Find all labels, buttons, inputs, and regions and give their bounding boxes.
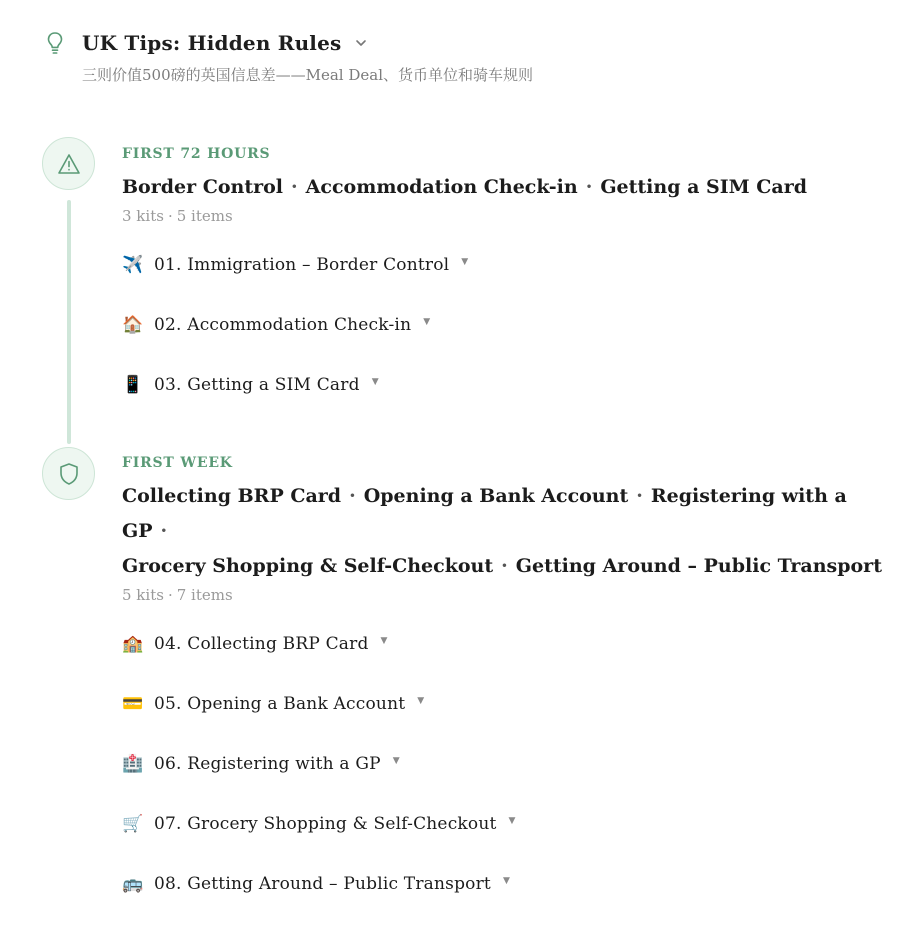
warning-triangle-icon bbox=[42, 137, 95, 190]
kit-list bbox=[122, 235, 882, 415]
topic-separator: · bbox=[291, 176, 298, 198]
stage-kicker: FIRST WEEK bbox=[122, 455, 233, 471]
mobile-phone-icon: 📱 bbox=[122, 375, 144, 395]
topic-separator: · bbox=[636, 485, 643, 507]
kit-count: 3 kits bbox=[122, 207, 164, 225]
caret-down-icon[interactable]: ▼ bbox=[508, 816, 516, 826]
house-icon: 🏠 bbox=[122, 315, 144, 335]
kit-label: 06. Registering with a GP bbox=[154, 754, 381, 774]
item-count: 7 items bbox=[176, 586, 233, 604]
stage-topic: Border Control bbox=[122, 176, 284, 198]
stage-heading bbox=[122, 479, 882, 584]
kit-label: 02. Accommodation Check-in bbox=[154, 315, 412, 335]
stage-topic: Grocery Shopping & Self-Checkout bbox=[122, 555, 494, 577]
chevron-down-icon[interactable] bbox=[354, 35, 370, 51]
page-title: UK Tips: Hidden Rules bbox=[82, 31, 342, 55]
stage-first-72-hours bbox=[122, 144, 882, 415]
meta-dot: · bbox=[167, 586, 173, 604]
stage-topic: Accommodation Check-in bbox=[305, 176, 578, 198]
stage-kicker: FIRST 72 HOURS bbox=[122, 146, 271, 162]
kit-item[interactable] bbox=[122, 295, 882, 355]
kit-list bbox=[122, 614, 882, 914]
bus-icon: 🚌 bbox=[122, 874, 144, 894]
topic-separator: · bbox=[349, 485, 356, 507]
kit-label: 03. Getting a SIM Card bbox=[154, 375, 360, 395]
kit-label: 05. Opening a Bank Account bbox=[154, 694, 406, 714]
shopping-cart-icon: 🛒 bbox=[122, 814, 144, 834]
kit-count: 5 kits bbox=[122, 586, 164, 604]
page-header bbox=[44, 26, 884, 85]
topic-separator: · bbox=[585, 176, 593, 198]
topic-separator: · bbox=[501, 555, 508, 577]
airplane-icon: ✈️ bbox=[122, 255, 144, 275]
kit-label: 08. Getting Around – Public Transport bbox=[154, 874, 491, 894]
meta-dot: · bbox=[167, 207, 173, 225]
stage-heading bbox=[122, 170, 882, 205]
timeline-connector bbox=[67, 200, 71, 444]
kit-item[interactable] bbox=[122, 734, 882, 794]
topic-separator: · bbox=[160, 520, 168, 542]
stage-meta bbox=[122, 584, 882, 606]
stage-topic: Getting a SIM Card bbox=[600, 176, 808, 198]
kit-item[interactable] bbox=[122, 355, 882, 415]
kit-item[interactable] bbox=[122, 614, 882, 674]
caret-down-icon[interactable]: ▼ bbox=[380, 636, 388, 646]
stage-topic: Opening a Bank Account bbox=[363, 485, 629, 507]
kit-item[interactable] bbox=[122, 854, 882, 914]
shield-icon bbox=[42, 447, 95, 500]
kit-label: 04. Collecting BRP Card bbox=[154, 634, 369, 654]
stage-meta bbox=[122, 205, 882, 227]
kit-item[interactable] bbox=[122, 794, 882, 854]
kit-item[interactable] bbox=[122, 235, 882, 295]
kit-item[interactable] bbox=[122, 674, 882, 734]
kit-label: 01. Immigration – Border Control bbox=[154, 255, 450, 275]
credit-card-icon: 💳 bbox=[122, 694, 144, 714]
caret-down-icon[interactable]: ▼ bbox=[371, 377, 379, 387]
caret-down-icon[interactable]: ▼ bbox=[423, 317, 431, 327]
building-icon: 🏫 bbox=[122, 634, 144, 654]
stage-first-week bbox=[122, 453, 882, 914]
caret-down-icon[interactable]: ▼ bbox=[502, 876, 510, 886]
caret-down-icon[interactable]: ▼ bbox=[417, 696, 425, 706]
item-count: 5 items bbox=[176, 207, 233, 225]
stage-topic: Collecting BRP Card bbox=[122, 485, 342, 507]
stage-topic: Getting Around – Public Transport bbox=[515, 555, 882, 577]
page-subtitle: 三则价值500磅的英国信息差——Meal Deal、货币单位和骑车规则 bbox=[82, 66, 534, 84]
hospital-icon: 🏥 bbox=[122, 754, 144, 774]
caret-down-icon[interactable]: ▼ bbox=[461, 257, 469, 267]
kit-label: 07. Grocery Shopping & Self-Checkout bbox=[154, 814, 497, 834]
title-row bbox=[44, 26, 884, 60]
stage-topic: Registering with a GP bbox=[122, 485, 847, 542]
lightbulb-icon bbox=[44, 30, 66, 56]
caret-down-icon[interactable]: ▼ bbox=[392, 756, 400, 766]
